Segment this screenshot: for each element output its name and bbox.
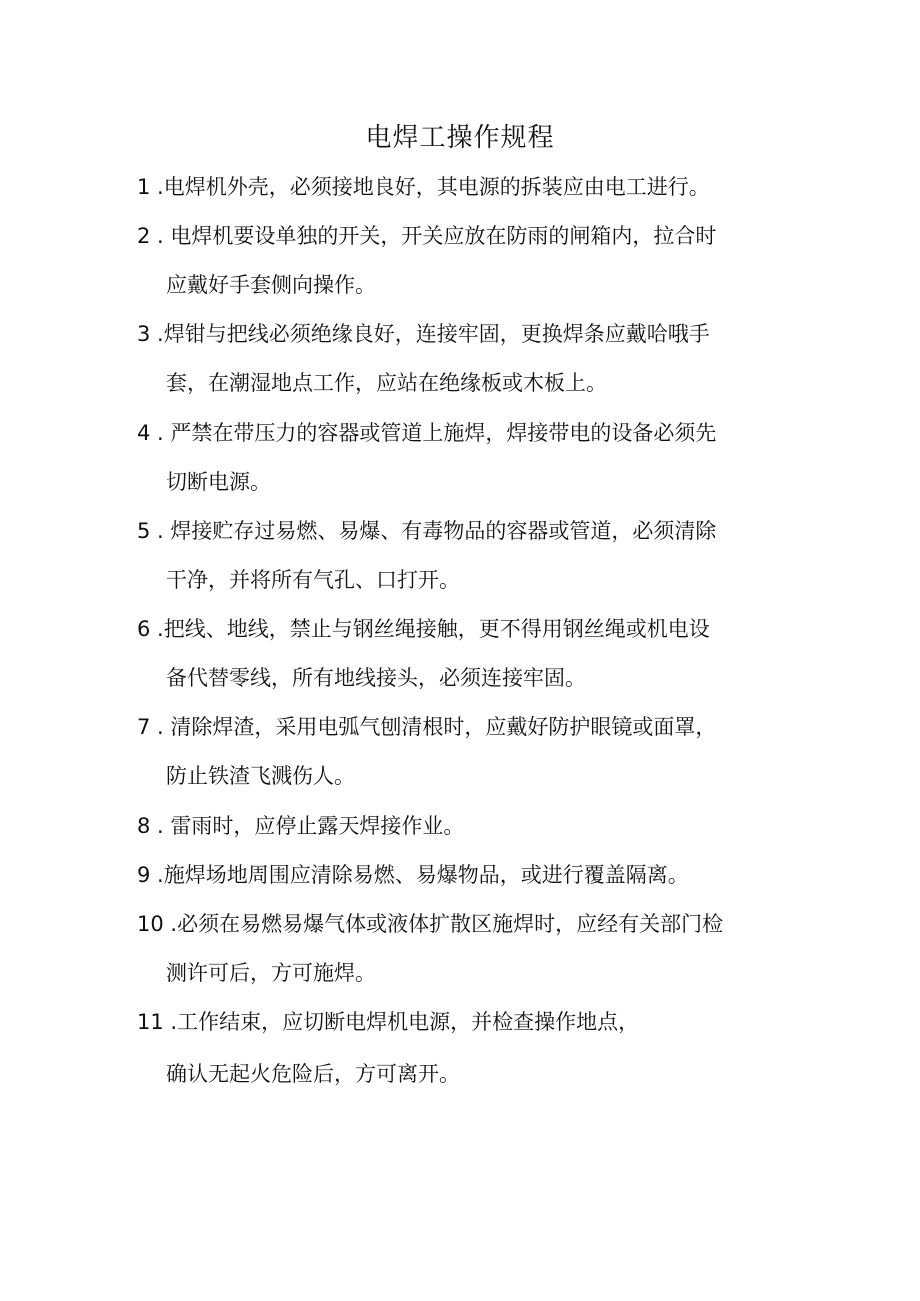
item-10-line-1: 10 .必须在易燃易爆气体或液体扩散区施焊时，应经有关部门检 bbox=[137, 912, 724, 936]
item-8-line-1: 8 . 雷雨时，应停止露天焊接作业。 bbox=[137, 814, 465, 838]
item-6-line-2: 备代替零线，所有地线接头，必须连接牢固。 bbox=[166, 666, 586, 690]
item-7-line-2: 防止铁渣飞溅伤人。 bbox=[166, 764, 355, 788]
item-11-line-1: 11 .工作结束，应切断电焊机电源，并检查操作地点， bbox=[137, 1010, 640, 1034]
item-6-line-1: 6 .把线、地线，禁止与钢丝绳接触，更不得用钢丝绳或机电设 bbox=[137, 617, 710, 641]
item-5-line-1: 5 . 焊接贮存过易燃、易爆、有毒物品的容器或管道，必须清除 bbox=[137, 519, 717, 543]
item-1-line-1: 1 .电焊机外壳，必须接地良好，其电源的拆装应由电工进行。 bbox=[137, 175, 710, 199]
item-7-line-1: 7 . 清除焊渣，采用电弧气刨清根时，应戴好防护眼镜或面罩， bbox=[137, 715, 717, 739]
item-3-line-1: 3 .焊钳与把线必须绝缘良好，连接牢固，更换焊条应戴哈哦手 bbox=[137, 322, 710, 346]
item-9-line-1: 9 .施焊场地周围应清除易燃、易爆物品，或进行覆盖隔离。 bbox=[137, 863, 689, 887]
item-4-line-2: 切断电源。 bbox=[166, 470, 271, 494]
item-3-line-2: 套，在潮湿地点工作，应站在绝缘板或木板上。 bbox=[166, 371, 607, 395]
item-11-line-2: 确认无起火危险后，方可离开。 bbox=[166, 1062, 460, 1086]
item-2-line-2: 应戴好手套侧向操作。 bbox=[166, 273, 376, 297]
item-5-line-2: 干净，并将所有气孔、口打开。 bbox=[166, 568, 460, 592]
item-4-line-1: 4 . 严禁在带压力的容器或管道上施焊，焊接带电的设备必须先 bbox=[137, 421, 717, 445]
item-10-line-2: 测许可后，方可施焊。 bbox=[166, 961, 376, 985]
page-title: 电焊工操作规程 bbox=[365, 123, 555, 153]
item-2-line-1: 2 . 电焊机要设单独的开关，开关应放在防雨的闸箱内，拉合时 bbox=[137, 224, 717, 248]
